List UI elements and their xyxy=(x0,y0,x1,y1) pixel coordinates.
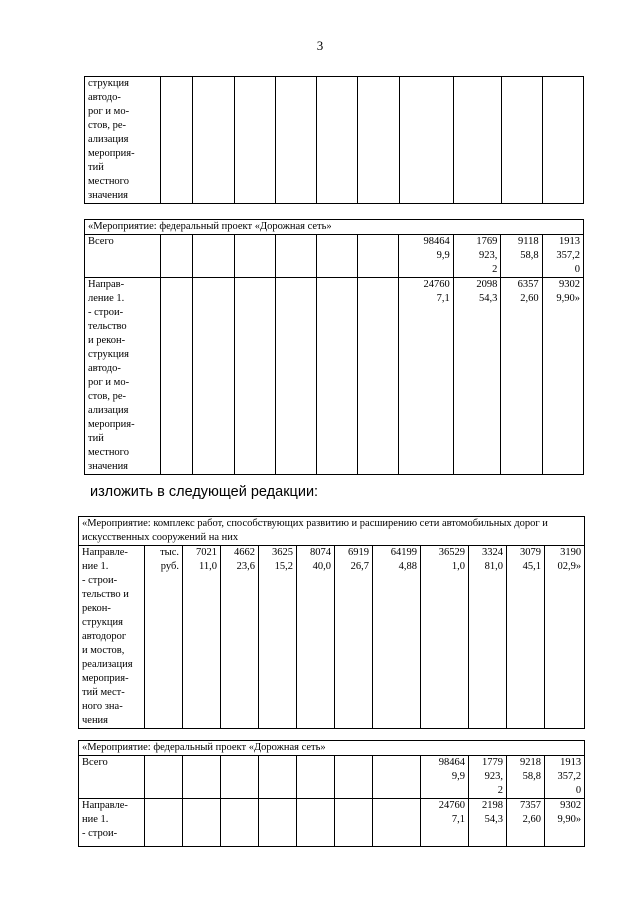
table2-unit xyxy=(145,546,183,729)
cell-line: тий xyxy=(88,433,104,444)
cell-line: 58,8 xyxy=(522,771,541,782)
cell-line: 9218 xyxy=(520,757,541,768)
table3-cell xyxy=(421,756,469,799)
cell-line: 3324 xyxy=(482,547,503,558)
cell-line: 9118 xyxy=(517,236,539,247)
cell-line: 8074 xyxy=(310,547,331,558)
table3-title: «Мероприятие: федеральный проект «Дорожная сеть» xyxy=(79,741,585,756)
table2 xyxy=(78,516,585,729)
cell-line: и мостов, xyxy=(82,645,125,656)
table1-cell xyxy=(501,235,542,278)
cell-line: 26,7 xyxy=(350,561,369,572)
cell-line: 2098 xyxy=(476,279,498,290)
cell-line: местного xyxy=(88,176,129,187)
cell-line: 357,2 xyxy=(556,250,580,261)
cell-line: 24760 xyxy=(423,279,450,290)
cell-line: 357,2 xyxy=(557,771,582,782)
cell-line: 923, xyxy=(484,771,503,782)
cell-line: - строи- xyxy=(82,828,118,839)
cell-line: автодо- xyxy=(88,363,121,374)
table2-cell xyxy=(259,546,297,729)
cell-line: 0 xyxy=(575,785,582,796)
cell-line: 45,1 xyxy=(522,561,541,572)
cell-line: ние 1. xyxy=(82,561,109,572)
table2-cell xyxy=(507,546,545,729)
cell-line: 23,6 xyxy=(236,561,255,572)
cell-line: 36529 xyxy=(438,547,465,558)
cell-line: 6357 xyxy=(517,279,539,290)
table1-row-label xyxy=(85,278,161,475)
cell-line: 1913 xyxy=(560,757,582,768)
cell-line: 15,2 xyxy=(274,561,293,572)
table1-cell xyxy=(542,278,583,475)
table3-cell xyxy=(507,756,545,799)
cell-line: 2,60 xyxy=(520,293,539,304)
cell-line: тий xyxy=(88,162,104,173)
cell-line: 2,60 xyxy=(522,814,541,825)
table2-cell xyxy=(297,546,335,729)
table1 xyxy=(84,219,584,475)
cell-line: мероприя- xyxy=(88,148,135,159)
cell-line: 9302 xyxy=(559,279,580,290)
cell-line: тельство xyxy=(88,321,127,332)
cell-line: 3190 xyxy=(560,547,582,558)
cell-line: 1913 xyxy=(559,236,580,247)
table3-cell xyxy=(545,756,585,799)
cell-line: 9,9 xyxy=(436,250,450,261)
cell-line: 7,1 xyxy=(451,814,465,825)
cell-line: - строи- xyxy=(88,307,124,318)
cell-line: рог и мо- xyxy=(88,106,130,117)
cell-line: значения xyxy=(88,461,129,472)
cell-line: Направле- xyxy=(82,547,128,558)
cell-line: - строи- xyxy=(82,575,118,586)
table2-cell xyxy=(183,546,221,729)
cell-line: мероприя- xyxy=(82,673,129,684)
table3-row-label xyxy=(79,799,145,847)
cell-line: 98464 xyxy=(423,236,450,247)
cell-line: ного зна- xyxy=(82,701,123,712)
table2-cell xyxy=(221,546,259,729)
page-number: 3 xyxy=(316,38,324,53)
table2-cell xyxy=(469,546,507,729)
table3-cell xyxy=(421,799,469,847)
cell-line: 4662 xyxy=(234,547,255,558)
cell-line: местного xyxy=(88,447,129,458)
table3-cell xyxy=(507,799,545,847)
cell-line: 1779 xyxy=(482,757,503,768)
cell-line: значения xyxy=(88,190,129,201)
cell-line: стов, ре- xyxy=(88,120,126,131)
table1-cell xyxy=(399,278,453,475)
table2-cell xyxy=(335,546,373,729)
cell-line: струкция xyxy=(88,78,129,89)
cell-line: 9,90» xyxy=(557,814,582,825)
table1-cell xyxy=(501,278,542,475)
cell-line: 0 xyxy=(574,264,580,275)
cell-line: Всего xyxy=(82,757,108,768)
cell-line: 7,1 xyxy=(436,293,450,304)
cell-line: и рекон- xyxy=(88,335,126,346)
cell-line: ние 1. xyxy=(82,814,109,825)
cell-line: 4,88 xyxy=(398,561,417,572)
table2-cell xyxy=(545,546,585,729)
cell-line: струкция xyxy=(82,617,123,628)
table2-title: «Мероприятие: комплекс работ, способствующих развитию и расширению сети автомобильных дорог и искусственных сооружений на них xyxy=(79,517,585,546)
cell-line: Направле- xyxy=(82,800,128,811)
table2-cell xyxy=(421,546,469,729)
cell-line: рекон- xyxy=(82,603,111,614)
table3-cell xyxy=(545,799,585,847)
table1-row-label xyxy=(85,235,161,278)
cell-line: 6919 xyxy=(348,547,369,558)
cell-line: 7021 xyxy=(196,547,217,558)
cell-line: ализация xyxy=(88,405,129,416)
cell-line: 64199 xyxy=(390,547,417,558)
cell-line: мероприя- xyxy=(88,419,135,430)
cell-line: 9,90» xyxy=(556,293,580,304)
cell-line: 81,0 xyxy=(484,561,503,572)
cell-line: 2 xyxy=(492,264,498,275)
cell-line: 11,0 xyxy=(199,561,217,572)
cell-line: Всего xyxy=(88,236,114,247)
table1-cell xyxy=(542,235,583,278)
cell-line: 923, xyxy=(479,250,498,261)
fragment-label-cell xyxy=(85,77,161,204)
cell-line: 9,9 xyxy=(451,771,465,782)
table3-cell xyxy=(469,799,507,847)
table3-row-label xyxy=(79,756,145,799)
cell-line: чения xyxy=(82,715,109,726)
table2-cell xyxy=(373,546,421,729)
table1-cell xyxy=(453,278,501,475)
cell-line: 2 xyxy=(497,785,503,796)
cell-line: 1769 xyxy=(476,236,498,247)
cell-line: 24760 xyxy=(438,800,465,811)
table3-cell xyxy=(469,756,507,799)
cell-line: тыс. xyxy=(160,547,179,558)
cell-line: реализация xyxy=(82,659,133,670)
table1-title: «Мероприятие: федеральный проект «Дорожная сеть» xyxy=(85,220,584,235)
cell-line: струкция xyxy=(88,349,129,360)
cell-line: автодорог xyxy=(82,631,127,642)
table2-row-label xyxy=(79,546,145,729)
cell-line: тий мест- xyxy=(82,687,125,698)
cell-line: 1,0 xyxy=(451,561,465,572)
cell-line: 58,8 xyxy=(520,250,539,261)
cell-line: 54,3 xyxy=(484,814,503,825)
cell-line: руб. xyxy=(160,561,179,572)
cell-line: 2198 xyxy=(482,800,503,811)
table1-cell xyxy=(453,235,501,278)
cell-line: 98464 xyxy=(438,757,465,768)
table3 xyxy=(78,740,585,847)
cell-line: 40,0 xyxy=(312,561,331,572)
table1-cell xyxy=(399,235,453,278)
cell-line: 3625 xyxy=(272,547,293,558)
cell-line: ление 1. xyxy=(88,293,125,304)
cell-line: рог и мо- xyxy=(88,377,130,388)
cell-line: 3079 xyxy=(520,547,541,558)
cell-line: ализация xyxy=(88,134,129,145)
cell-line: 54,3 xyxy=(479,293,498,304)
cell-line: Направ- xyxy=(88,279,125,290)
cell-line: тельство и xyxy=(82,589,129,600)
section-heading: изложить в следующей редакции: xyxy=(90,484,319,500)
cell-line: 02,9» xyxy=(557,561,582,572)
cell-line: 9302 xyxy=(560,800,582,811)
top-fragment-table xyxy=(84,76,584,204)
cell-line: стов, ре- xyxy=(88,391,126,402)
cell-line: автодо- xyxy=(88,92,121,103)
cell-line: 7357 xyxy=(520,800,541,811)
